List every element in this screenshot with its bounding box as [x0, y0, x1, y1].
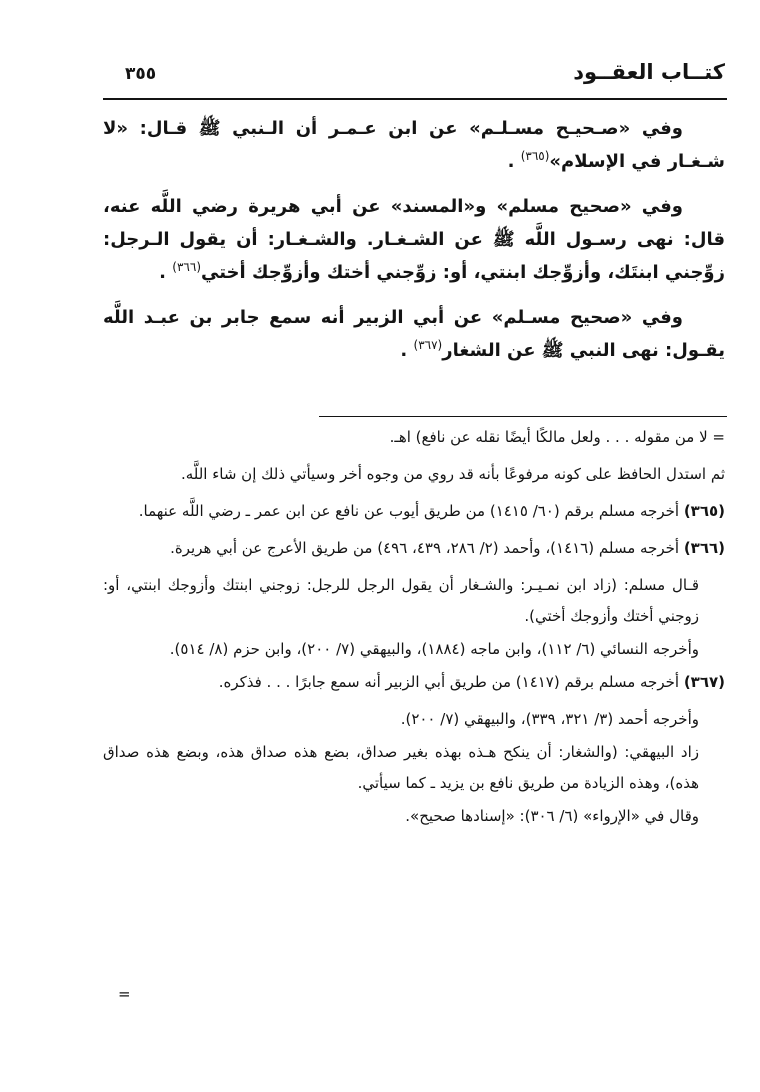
footnote-reference: (٣٦٥): [520, 149, 550, 163]
continued-mark: =: [118, 985, 131, 1003]
paragraph-text: وفي «صـحيـح مسـلـم» عن ابن عـمـر أن الـنبي ﷺ قـال: «لا شـغـار في الإسلام»: [103, 118, 725, 172]
footnote: [103, 533, 725, 564]
footnote-text: أخرجه مسلم برقم (١٤١٧) من طريق أبي الزبير أنه سمع جابرًا . . . فذكره.: [218, 673, 684, 691]
footnote-number: (٣٦٥): [683, 502, 725, 520]
footnote-text: ثم استدل الحافظ على كونه مرفوعًا بأنه قد روي من وجوه أخر وسيأتي ذلك إن شاء اللَّه.: [180, 465, 725, 483]
footnote-text: أخرجه مسلم برقم (٦٠/ ١٤١٥) من طريق أيوب عن نافع عن ابن عمر ـ رضي اللَّه عنهما.: [138, 502, 684, 520]
footnote-text: زاد البيهقي: (والشغار: أن ينكح هـذه بهذه بغير صداق، بضع هذه صداق هذه، وبضع هذه صداق هذه)، وهذه الزيادة من طريق نافع بن يزيد ـ كما سيأتي.: [103, 743, 699, 792]
paragraph-tail: .: [159, 262, 173, 283]
footnote: [103, 667, 725, 698]
footnote-continuation: [103, 570, 725, 632]
footnote-continuation: [103, 737, 725, 799]
paragraph-tail: .: [507, 151, 521, 172]
page-header: [103, 58, 725, 98]
footnote-continuation: [103, 801, 725, 832]
footnote: [103, 459, 725, 490]
running-title: كتــاب العقــود: [573, 60, 725, 84]
footnotes: [103, 422, 725, 834]
footnote-text: أخرجه مسلم (١٤١٦)، وأحمد (٢/ ٢٨٦، ٤٣٩، ٤٩٦) من طريق الأعرج عن أبي هريرة.: [170, 539, 684, 557]
footnote-continuation: [103, 634, 725, 665]
body-paragraph: [103, 112, 725, 178]
footnote-number: (٣٦٧): [683, 673, 725, 691]
footnote-text: قـال مسلم: (زاد ابن نمـيـر: والشـغار أن يقول الرجل للرجل: زوجني ابنتك وأزوجك ابنتي، أو: زوجني أختك وأزوجك أختي).: [103, 576, 699, 625]
footnote-divider: [319, 416, 727, 417]
paragraph-text: وفي «صحيح مسـلم» عن أبي الزبير أنه سمع جابر بن عبـد اللَّه يقـول: نهى النبي ﷺ عن الشغار: [103, 307, 725, 361]
body-paragraph: [103, 301, 725, 367]
footnote-text: وأخرجه أحمد (٣/ ٣٢١، ٣٣٩)، والبيهقي (٧/ ٢٠٠).: [400, 710, 699, 728]
footnote-continuation: [103, 704, 725, 735]
body-paragraph: [103, 190, 725, 289]
footnote-text: = لا من مقوله . . . ولعل مالكًا أيضًا نقله عن نافع) اهـ.: [389, 428, 725, 446]
footnote-reference: (٣٦٦): [172, 260, 201, 274]
footnote-text: وأخرجه النسائي (٦/ ١١٢)، وابن ماجه (١٨٨٤)، والبيهقي (٧/ ٢٠٠)، وابن حزم (٨/ ٥١٤).: [169, 640, 699, 658]
footnote-number: (٣٦٦): [683, 539, 725, 557]
footnote: [103, 422, 725, 453]
header-divider: [103, 98, 727, 100]
main-text: [103, 112, 725, 379]
paragraph-text: وفي «صحيح مسلم» و«المسند» عن أبي هريرة رضي اللَّه عنه، قال: نهى رسـول اللَّه ﷺ عن الشـغـار. والشـغـار: أن يقول الـرجل: زوِّجني ابنتَك، وأزوِّجك ابنتي، أو: زوِّجني أختك وأزوِّجك أختي: [103, 196, 725, 283]
footnote: [103, 496, 725, 527]
page-number: ٣٥٥: [125, 64, 157, 84]
paragraph-tail: .: [400, 340, 414, 361]
footnote-text: وقال في «الإرواء» (٦/ ٣٠٦): «إسنادها صحيح».: [405, 807, 699, 825]
footnote-reference: (٣٦٧): [413, 338, 443, 352]
